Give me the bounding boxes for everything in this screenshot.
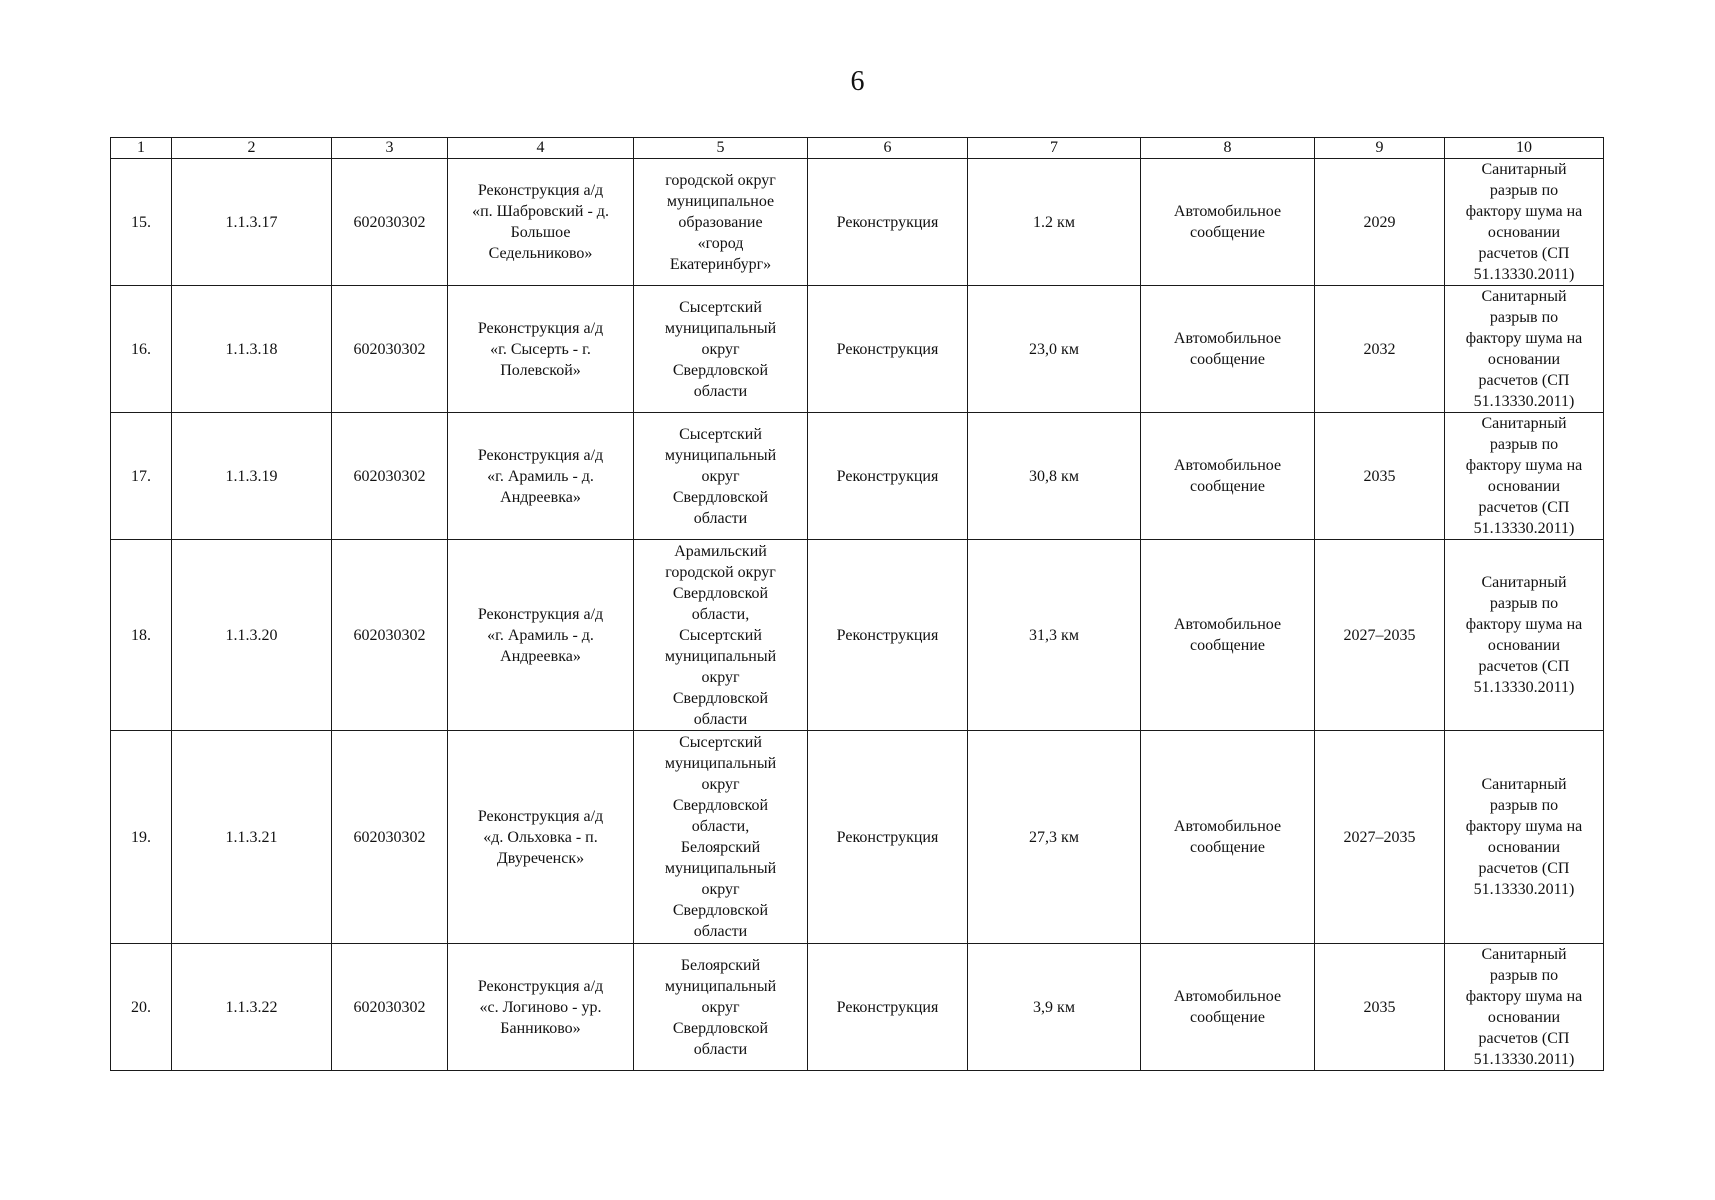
implementation-year: 2032 bbox=[1363, 340, 1396, 358]
row-number: 18. bbox=[131, 626, 151, 644]
name-cell bbox=[448, 540, 634, 731]
object-location: городской округ муниципальное образование «город Екатеринбург» bbox=[665, 171, 776, 273]
length-cell bbox=[968, 413, 1141, 540]
object-code: 1.1.3.20 bbox=[225, 626, 278, 644]
implementation-year: 2029 bbox=[1363, 213, 1396, 231]
purpose-cell bbox=[1141, 731, 1315, 944]
implementation-year: 2027–2035 bbox=[1343, 828, 1416, 846]
object-name: Реконструкция а/д «г. Сысерть - г. Полевской» bbox=[477, 319, 604, 379]
implementation-year: 2035 bbox=[1363, 467, 1396, 485]
zone-cell bbox=[1445, 731, 1604, 944]
column-number-header: 6 bbox=[808, 138, 968, 159]
zone-description: Санитарный разрыв по фактору шума на основании расчетов (СП 51.13330.2011) bbox=[1465, 574, 1583, 696]
type-cell bbox=[808, 731, 968, 944]
type-cell bbox=[808, 286, 968, 413]
code-cell bbox=[172, 413, 332, 540]
object-location: Белоярский муниципальный округ Свердловской области bbox=[664, 956, 777, 1058]
zone-cell bbox=[1445, 286, 1604, 413]
work-type: Реконструкция bbox=[836, 213, 939, 231]
code-cell bbox=[172, 540, 332, 731]
zone-cell bbox=[1445, 540, 1604, 731]
length-cell bbox=[968, 286, 1141, 413]
object-purpose: Автомобильное сообщение bbox=[1173, 203, 1282, 241]
row-number-cell bbox=[111, 944, 172, 1071]
zone-cell bbox=[1445, 159, 1604, 286]
row-number-cell bbox=[111, 413, 172, 540]
object-purpose: Автомобильное сообщение bbox=[1173, 330, 1282, 368]
object-code: 1.1.3.22 bbox=[225, 998, 278, 1016]
location-cell bbox=[634, 286, 808, 413]
object-location: Сысертский муниципальный округ Свердловской области, Белоярский муниципальный округ Свердловской области bbox=[664, 734, 777, 940]
object-purpose: Автомобильное сообщение bbox=[1173, 988, 1282, 1026]
zone-description: Санитарный разрыв по фактору шума на основании расчетов (СП 51.13330.2011) bbox=[1465, 415, 1583, 537]
work-type: Реконструкция bbox=[836, 340, 939, 358]
object-code: 1.1.3.21 bbox=[225, 828, 278, 846]
column-number-row bbox=[111, 138, 1604, 159]
row-number-cell bbox=[111, 540, 172, 731]
row-number: 20. bbox=[131, 998, 151, 1016]
work-type: Реконструкция bbox=[836, 467, 939, 485]
name-cell bbox=[448, 413, 634, 540]
location-cell bbox=[634, 540, 808, 731]
okato-code: 602030302 bbox=[353, 626, 426, 644]
object-length: 23,0 км bbox=[1029, 340, 1079, 358]
purpose-cell bbox=[1141, 159, 1315, 286]
table-row bbox=[111, 413, 1604, 540]
zone-cell bbox=[1445, 413, 1604, 540]
location-cell bbox=[634, 159, 808, 286]
length-cell bbox=[968, 731, 1141, 944]
year-cell bbox=[1315, 286, 1445, 413]
okato-cell bbox=[332, 731, 448, 944]
okato-code: 602030302 bbox=[353, 828, 426, 846]
row-number-cell bbox=[111, 731, 172, 944]
length-cell bbox=[968, 159, 1141, 286]
length-cell bbox=[968, 944, 1141, 1071]
type-cell bbox=[808, 944, 968, 1071]
zone-cell bbox=[1445, 944, 1604, 1071]
okato-cell bbox=[332, 286, 448, 413]
zone-description: Санитарный разрыв по фактору шума на основании расчетов (СП 51.13330.2011) bbox=[1465, 288, 1583, 410]
location-cell bbox=[634, 731, 808, 944]
object-length: 3,9 км bbox=[1033, 998, 1075, 1016]
object-length: 31,3 км bbox=[1029, 626, 1079, 644]
column-number-header: 1 bbox=[111, 138, 172, 159]
length-cell bbox=[968, 540, 1141, 731]
object-name: Реконструкция а/д «п. Шабровский - д. Большое Седельниково» bbox=[472, 182, 609, 262]
code-cell bbox=[172, 944, 332, 1071]
object-length: 1.2 км bbox=[1033, 213, 1075, 231]
location-cell bbox=[634, 413, 808, 540]
column-number-header: 3 bbox=[332, 138, 448, 159]
type-cell bbox=[808, 540, 968, 731]
object-code: 1.1.3.17 bbox=[225, 213, 278, 231]
object-code: 1.1.3.18 bbox=[225, 340, 278, 358]
table-row bbox=[111, 159, 1604, 286]
table-row bbox=[111, 286, 1604, 413]
object-length: 27,3 км bbox=[1029, 828, 1079, 846]
table-row bbox=[111, 731, 1604, 944]
name-cell bbox=[448, 731, 634, 944]
year-cell bbox=[1315, 731, 1445, 944]
table-row bbox=[111, 944, 1604, 1071]
okato-code: 602030302 bbox=[353, 998, 426, 1016]
work-type: Реконструкция bbox=[836, 626, 939, 644]
object-name: Реконструкция а/д «г. Арамиль - д. Андреевка» bbox=[477, 605, 604, 665]
type-cell bbox=[808, 413, 968, 540]
okato-code: 602030302 bbox=[353, 340, 426, 358]
row-number: 16. bbox=[131, 340, 151, 358]
row-number-cell bbox=[111, 286, 172, 413]
objects-table bbox=[110, 137, 1604, 1071]
implementation-year: 2027–2035 bbox=[1343, 626, 1416, 644]
name-cell bbox=[448, 944, 634, 1071]
object-name: Реконструкция а/д «д. Ольховка - п. Двуреченск» bbox=[477, 807, 604, 867]
column-number-header: 5 bbox=[634, 138, 808, 159]
year-cell bbox=[1315, 540, 1445, 731]
row-number: 17. bbox=[131, 467, 151, 485]
purpose-cell bbox=[1141, 540, 1315, 731]
object-length: 30,8 км bbox=[1029, 467, 1079, 485]
purpose-cell bbox=[1141, 944, 1315, 1071]
code-cell bbox=[172, 286, 332, 413]
purpose-cell bbox=[1141, 286, 1315, 413]
okato-code: 602030302 bbox=[353, 213, 426, 231]
row-number-cell bbox=[111, 159, 172, 286]
okato-cell bbox=[332, 944, 448, 1071]
row-number: 19. bbox=[131, 828, 151, 846]
work-type: Реконструкция bbox=[836, 828, 939, 846]
year-cell bbox=[1315, 413, 1445, 540]
okato-code: 602030302 bbox=[353, 467, 426, 485]
location-cell bbox=[634, 944, 808, 1071]
object-purpose: Автомобильное сообщение bbox=[1173, 818, 1282, 856]
object-name: Реконструкция а/д «с. Логиново - ур. Банниково» bbox=[477, 977, 604, 1037]
implementation-year: 2035 bbox=[1363, 998, 1396, 1016]
name-cell bbox=[448, 286, 634, 413]
column-number-header: 2 bbox=[172, 138, 332, 159]
object-purpose: Автомобильное сообщение bbox=[1173, 616, 1282, 654]
name-cell bbox=[448, 159, 634, 286]
year-cell bbox=[1315, 944, 1445, 1071]
okato-cell bbox=[332, 540, 448, 731]
column-number-header: 7 bbox=[968, 138, 1141, 159]
object-location: Арамильский городской округ Свердловской области, Сысертский муниципальный округ Свердловской области bbox=[664, 542, 777, 728]
column-number-header: 4 bbox=[448, 138, 634, 159]
purpose-cell bbox=[1141, 413, 1315, 540]
okato-cell bbox=[332, 413, 448, 540]
zone-description: Санитарный разрыв по фактору шума на основании расчетов (СП 51.13330.2011) bbox=[1465, 946, 1583, 1068]
column-number-header: 10 bbox=[1445, 138, 1604, 159]
column-number-header: 8 bbox=[1141, 138, 1315, 159]
type-cell bbox=[808, 159, 968, 286]
object-name: Реконструкция а/д «г. Арамиль - д. Андреевка» bbox=[477, 446, 604, 506]
page-number: 6 bbox=[850, 66, 865, 97]
object-location: Сысертский муниципальный округ Свердловской области bbox=[664, 298, 777, 400]
zone-description: Санитарный разрыв по фактору шума на основании расчетов (СП 51.13330.2011) bbox=[1465, 776, 1583, 898]
zone-description: Санитарный разрыв по фактору шума на основании расчетов (СП 51.13330.2011) bbox=[1465, 161, 1583, 283]
code-cell bbox=[172, 159, 332, 286]
okato-cell bbox=[332, 159, 448, 286]
object-location: Сысертский муниципальный округ Свердловской области bbox=[664, 425, 777, 527]
year-cell bbox=[1315, 159, 1445, 286]
column-number-header: 9 bbox=[1315, 138, 1445, 159]
object-purpose: Автомобильное сообщение bbox=[1173, 457, 1282, 495]
code-cell bbox=[172, 731, 332, 944]
object-code: 1.1.3.19 bbox=[225, 467, 278, 485]
work-type: Реконструкция bbox=[836, 998, 939, 1016]
table-row bbox=[111, 540, 1604, 731]
row-number: 15. bbox=[131, 213, 151, 231]
